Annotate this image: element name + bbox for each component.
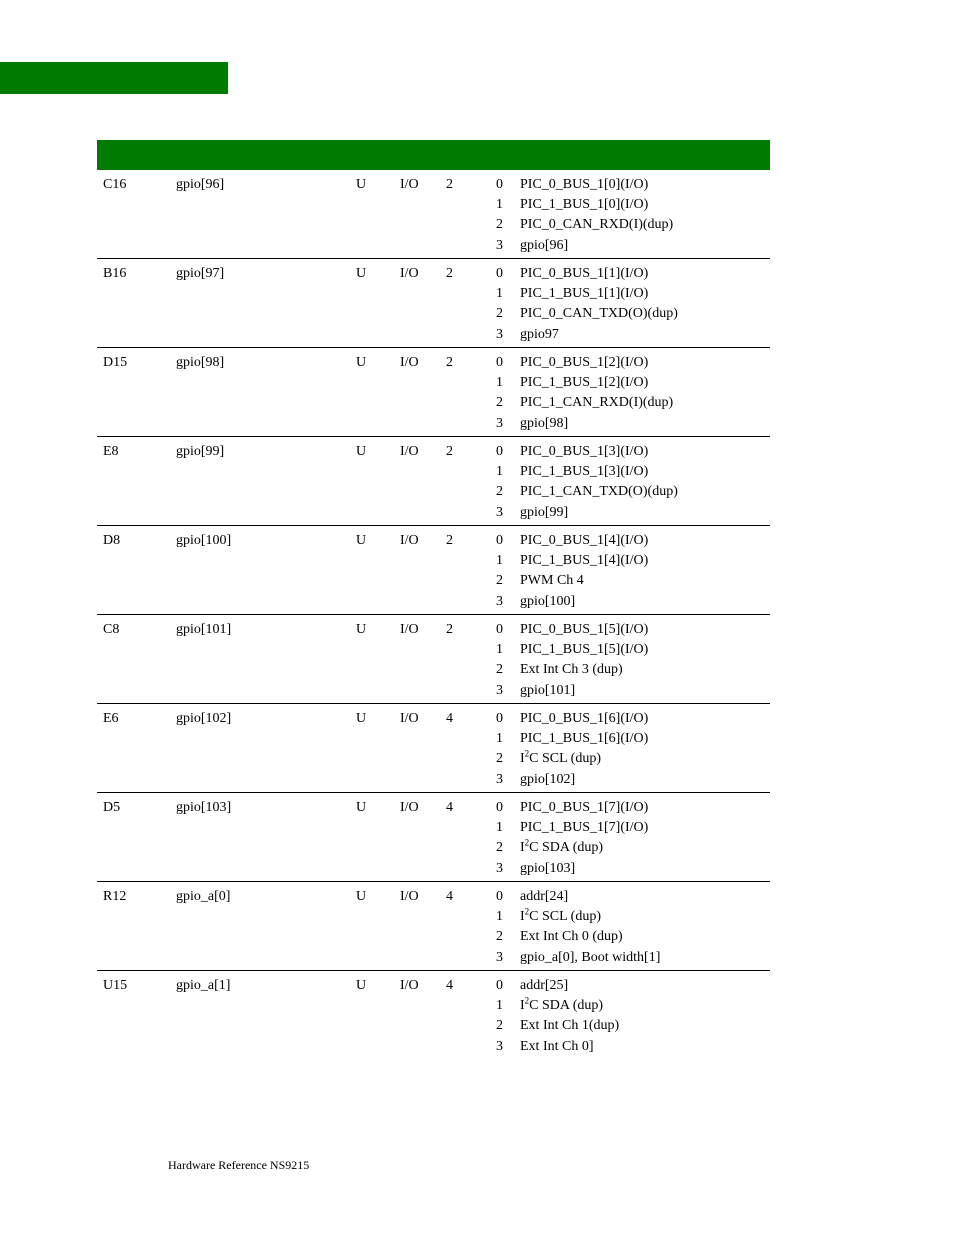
pull-cell: U (356, 622, 367, 637)
drive-cell: 4 (446, 978, 453, 993)
mux-function (520, 325, 678, 345)
mux-function (520, 681, 648, 701)
mux-function-pre: Ext Int Ch 0 (dup) (520, 929, 623, 945)
mux-number-cell (490, 887, 503, 968)
mux-number-cell (490, 620, 503, 701)
mux-function (520, 838, 648, 858)
pull-cell: U (356, 978, 367, 993)
mux-function-cell (520, 798, 648, 879)
mux-function-pre: PIC_0_BUS_1[3](I/O) (520, 444, 649, 459)
mux-number: 0 (496, 533, 503, 548)
mux-number: 0 (496, 622, 503, 637)
io-cell: I/O (400, 444, 419, 459)
mux-number: 1 (496, 197, 503, 213)
mux-function-cell (520, 887, 660, 968)
io-cell: I/O (400, 266, 419, 281)
mux-function (520, 195, 673, 215)
mux-function (520, 482, 678, 502)
mux-function (520, 353, 673, 373)
mux-function (520, 1037, 619, 1057)
mux-function (520, 749, 648, 769)
table-row (97, 615, 770, 704)
mux-function-pre: PIC_0_BUS_1[1](I/O) (520, 266, 649, 281)
pin-cell: U15 (103, 978, 128, 993)
pin-cell: B16 (103, 266, 127, 281)
mux-function (520, 948, 660, 968)
mux-function-cell (520, 264, 678, 345)
pull-cell: U (356, 266, 367, 281)
pin-table (97, 170, 770, 1059)
mux-function-sup: 2 (524, 748, 530, 759)
pin-cell: D8 (103, 533, 121, 548)
table-row (97, 793, 770, 882)
mux-function-pre: gpio97 (520, 326, 559, 342)
mux-number: 2 (496, 306, 503, 322)
mux-number: 1 (496, 909, 503, 925)
io-cell: I/O (400, 978, 419, 993)
mux-number: 0 (496, 711, 503, 726)
table-row (97, 437, 770, 526)
mux-function-pre: PIC_1_BUS_1[6](I/O) (520, 731, 649, 747)
drive-cell: 2 (446, 177, 453, 192)
pin-cell: D5 (103, 800, 121, 815)
mux-number: 3 (496, 860, 503, 876)
mux-number-cell (490, 531, 503, 612)
mux-function-pre: PIC_0_BUS_1[0](I/O) (520, 177, 649, 192)
pull-cell: U (356, 177, 367, 192)
mux-number: 2 (496, 573, 503, 589)
mux-function-cell (520, 353, 673, 434)
mux-number: 1 (496, 286, 503, 302)
mux-function (520, 462, 678, 482)
mux-function-sup: 2 (524, 906, 530, 917)
mux-function-pre: PIC_0_CAN_TXD(O)(dup) (520, 306, 678, 322)
mux-number: 3 (496, 237, 503, 253)
signal-cell: gpio[100] (176, 533, 232, 548)
io-cell: I/O (400, 711, 419, 726)
io-cell: I/O (400, 889, 419, 904)
mux-function-pre: addr[24] (520, 889, 569, 904)
mux-function-sup: 2 (524, 837, 530, 848)
mux-function-pre: PIC_0_BUS_1[5](I/O) (520, 622, 649, 637)
mux-function (520, 393, 673, 413)
signal-cell: gpio[98] (176, 355, 225, 370)
table-row (97, 882, 770, 971)
mux-function-cell (520, 620, 648, 701)
mux-function-pre: I (520, 998, 525, 1014)
mux-function-pre: PIC_0_CAN_RXD(I)(dup) (520, 217, 674, 233)
table-row (97, 526, 770, 615)
mux-function-pre: gpio[102] (520, 771, 576, 787)
mux-function (520, 887, 660, 907)
table-header-bar (97, 140, 770, 170)
pin-cell: E8 (103, 444, 119, 459)
io-cell: I/O (400, 355, 419, 370)
mux-function (520, 304, 678, 324)
mux-function (520, 373, 673, 393)
mux-function-pre: PIC_1_BUS_1[4](I/O) (520, 553, 649, 569)
mux-number-cell (490, 798, 503, 879)
mux-number-cell (490, 976, 503, 1057)
signal-cell: gpio[101] (176, 622, 232, 637)
mux-function-pre: gpio[99] (520, 504, 569, 520)
mux-function (520, 907, 660, 927)
mux-function-pre: PIC_0_BUS_1[7](I/O) (520, 800, 649, 815)
mux-number: 2 (496, 395, 503, 411)
mux-number: 3 (496, 1038, 503, 1054)
mux-function (520, 996, 619, 1016)
mux-number: 2 (496, 929, 503, 945)
mux-number: 2 (496, 751, 503, 767)
chapter-tab-bar (0, 62, 228, 94)
mux-function (520, 709, 648, 729)
mux-function-pre: Ext Int Ch 3 (dup) (520, 662, 623, 678)
mux-number: 3 (496, 415, 503, 431)
io-cell: I/O (400, 177, 419, 192)
drive-cell: 4 (446, 800, 453, 815)
signal-cell: gpio_a[0] (176, 889, 231, 904)
mux-function-pre: gpio_a[0], Boot width[1] (520, 949, 661, 965)
drive-cell: 2 (446, 355, 453, 370)
drive-cell: 4 (446, 711, 453, 726)
mux-function-post: C SDA (dup) (529, 840, 604, 856)
mux-number: 2 (496, 1018, 503, 1034)
mux-number: 0 (496, 266, 503, 281)
table-row (97, 348, 770, 437)
mux-function-pre: I (520, 840, 525, 856)
mux-number: 1 (496, 731, 503, 747)
signal-cell: gpio_a[1] (176, 978, 231, 993)
mux-number: 0 (496, 800, 503, 815)
mux-function-pre: Ext Int Ch 1(dup) (520, 1018, 620, 1034)
io-cell: I/O (400, 800, 419, 815)
mux-function (520, 215, 673, 235)
mux-function-pre: PIC_0_BUS_1[4](I/O) (520, 533, 649, 548)
mux-function-pre: PIC_1_CAN_RXD(I)(dup) (520, 395, 674, 411)
mux-number: 3 (496, 504, 503, 520)
mux-number: 3 (496, 682, 503, 698)
mux-function (520, 284, 678, 304)
drive-cell: 2 (446, 622, 453, 637)
mux-function-pre: PIC_1_BUS_1[3](I/O) (520, 464, 649, 480)
pull-cell: U (356, 533, 367, 548)
mux-number-cell (490, 353, 503, 434)
signal-cell: gpio[102] (176, 711, 232, 726)
mux-function-cell (520, 531, 648, 612)
pull-cell: U (356, 355, 367, 370)
mux-function (520, 729, 648, 749)
mux-number: 0 (496, 177, 503, 192)
mux-function (520, 976, 619, 996)
mux-number: 1 (496, 820, 503, 836)
mux-function (520, 592, 648, 612)
mux-function-pre: Ext Int Ch 0] (520, 1038, 594, 1054)
mux-function-pre: I (520, 909, 525, 925)
mux-function (520, 531, 648, 551)
mux-function (520, 859, 648, 879)
mux-function-pre: PIC_1_BUS_1[5](I/O) (520, 642, 649, 658)
io-cell: I/O (400, 622, 419, 637)
table-row (97, 170, 770, 259)
mux-number: 1 (496, 642, 503, 658)
mux-function-pre: I (520, 751, 525, 767)
pull-cell: U (356, 800, 367, 815)
mux-function (520, 660, 648, 680)
mux-function-pre: PIC_0_BUS_1[6](I/O) (520, 711, 649, 726)
mux-function-pre: gpio[101] (520, 682, 576, 698)
mux-function-pre: gpio[96] (520, 237, 569, 253)
pull-cell: U (356, 889, 367, 904)
pull-cell: U (356, 444, 367, 459)
pin-cell: D15 (103, 355, 128, 370)
mux-number: 3 (496, 326, 503, 342)
mux-function (520, 175, 673, 195)
mux-function-post: C SCL (dup) (529, 909, 601, 925)
mux-number: 2 (496, 217, 503, 233)
mux-function (520, 503, 678, 523)
mux-function (520, 620, 648, 640)
mux-number-cell (490, 709, 503, 790)
signal-cell: gpio[99] (176, 444, 225, 459)
page-footer: Hardware Reference NS9215 (168, 1158, 310, 1172)
mux-number: 2 (496, 484, 503, 500)
mux-function-pre: PIC_1_CAN_TXD(O)(dup) (520, 484, 678, 500)
mux-function-sup: 2 (524, 995, 530, 1006)
mux-number: 0 (496, 889, 503, 904)
io-cell: I/O (400, 533, 419, 548)
mux-function-post: C SDA (dup) (529, 998, 604, 1014)
mux-number: 1 (496, 375, 503, 391)
mux-number-cell (490, 264, 503, 345)
mux-function-cell (520, 175, 673, 256)
mux-number: 2 (496, 840, 503, 856)
mux-number: 2 (496, 662, 503, 678)
mux-function-pre: PIC_1_BUS_1[0](I/O) (520, 197, 649, 213)
drive-cell: 2 (446, 533, 453, 548)
mux-number-cell (490, 442, 503, 523)
mux-number: 0 (496, 978, 503, 993)
mux-function-pre: gpio[103] (520, 860, 576, 876)
pin-cell: E6 (103, 711, 119, 726)
pin-cell: C8 (103, 622, 120, 637)
mux-function (520, 236, 673, 256)
mux-function-cell (520, 709, 648, 790)
mux-function (520, 571, 648, 591)
pin-cell: R12 (103, 889, 127, 904)
mux-function-pre: PIC_1_BUS_1[7](I/O) (520, 820, 649, 836)
mux-number: 1 (496, 998, 503, 1014)
mux-function (520, 414, 673, 434)
mux-function-pre: PIC_1_BUS_1[1](I/O) (520, 286, 649, 302)
mux-function (520, 798, 648, 818)
mux-function (520, 770, 648, 790)
mux-function (520, 551, 648, 571)
signal-cell: gpio[103] (176, 800, 232, 815)
mux-function-pre: PIC_1_BUS_1[2](I/O) (520, 375, 649, 391)
mux-function-pre: PWM Ch 4 (520, 573, 584, 589)
mux-function-cell (520, 442, 678, 523)
mux-number: 0 (496, 355, 503, 370)
mux-function-pre: PIC_0_BUS_1[2](I/O) (520, 355, 649, 370)
mux-function-pre: gpio[100] (520, 593, 576, 609)
mux-function-cell (520, 976, 619, 1057)
mux-function (520, 1016, 619, 1036)
table-row (97, 259, 770, 348)
mux-function (520, 264, 678, 284)
signal-cell: gpio[97] (176, 266, 225, 281)
mux-number: 1 (496, 553, 503, 569)
table-row (97, 971, 770, 1059)
mux-function-post: C SCL (dup) (529, 751, 601, 767)
drive-cell: 2 (446, 266, 453, 281)
drive-cell: 2 (446, 444, 453, 459)
mux-function (520, 640, 648, 660)
mux-function (520, 927, 660, 947)
drive-cell: 4 (446, 889, 453, 904)
signal-cell: gpio[96] (176, 177, 225, 192)
mux-number: 3 (496, 771, 503, 787)
pin-cell: C16 (103, 177, 127, 192)
mux-function (520, 442, 678, 462)
mux-function-pre: addr[25] (520, 978, 569, 993)
table-row (97, 704, 770, 793)
mux-number-cell (490, 175, 503, 256)
mux-number: 3 (496, 593, 503, 609)
mux-number: 3 (496, 949, 503, 965)
mux-number: 0 (496, 444, 503, 459)
mux-function-pre: gpio[98] (520, 415, 569, 431)
mux-function (520, 818, 648, 838)
mux-number: 1 (496, 464, 503, 480)
pull-cell: U (356, 711, 367, 726)
